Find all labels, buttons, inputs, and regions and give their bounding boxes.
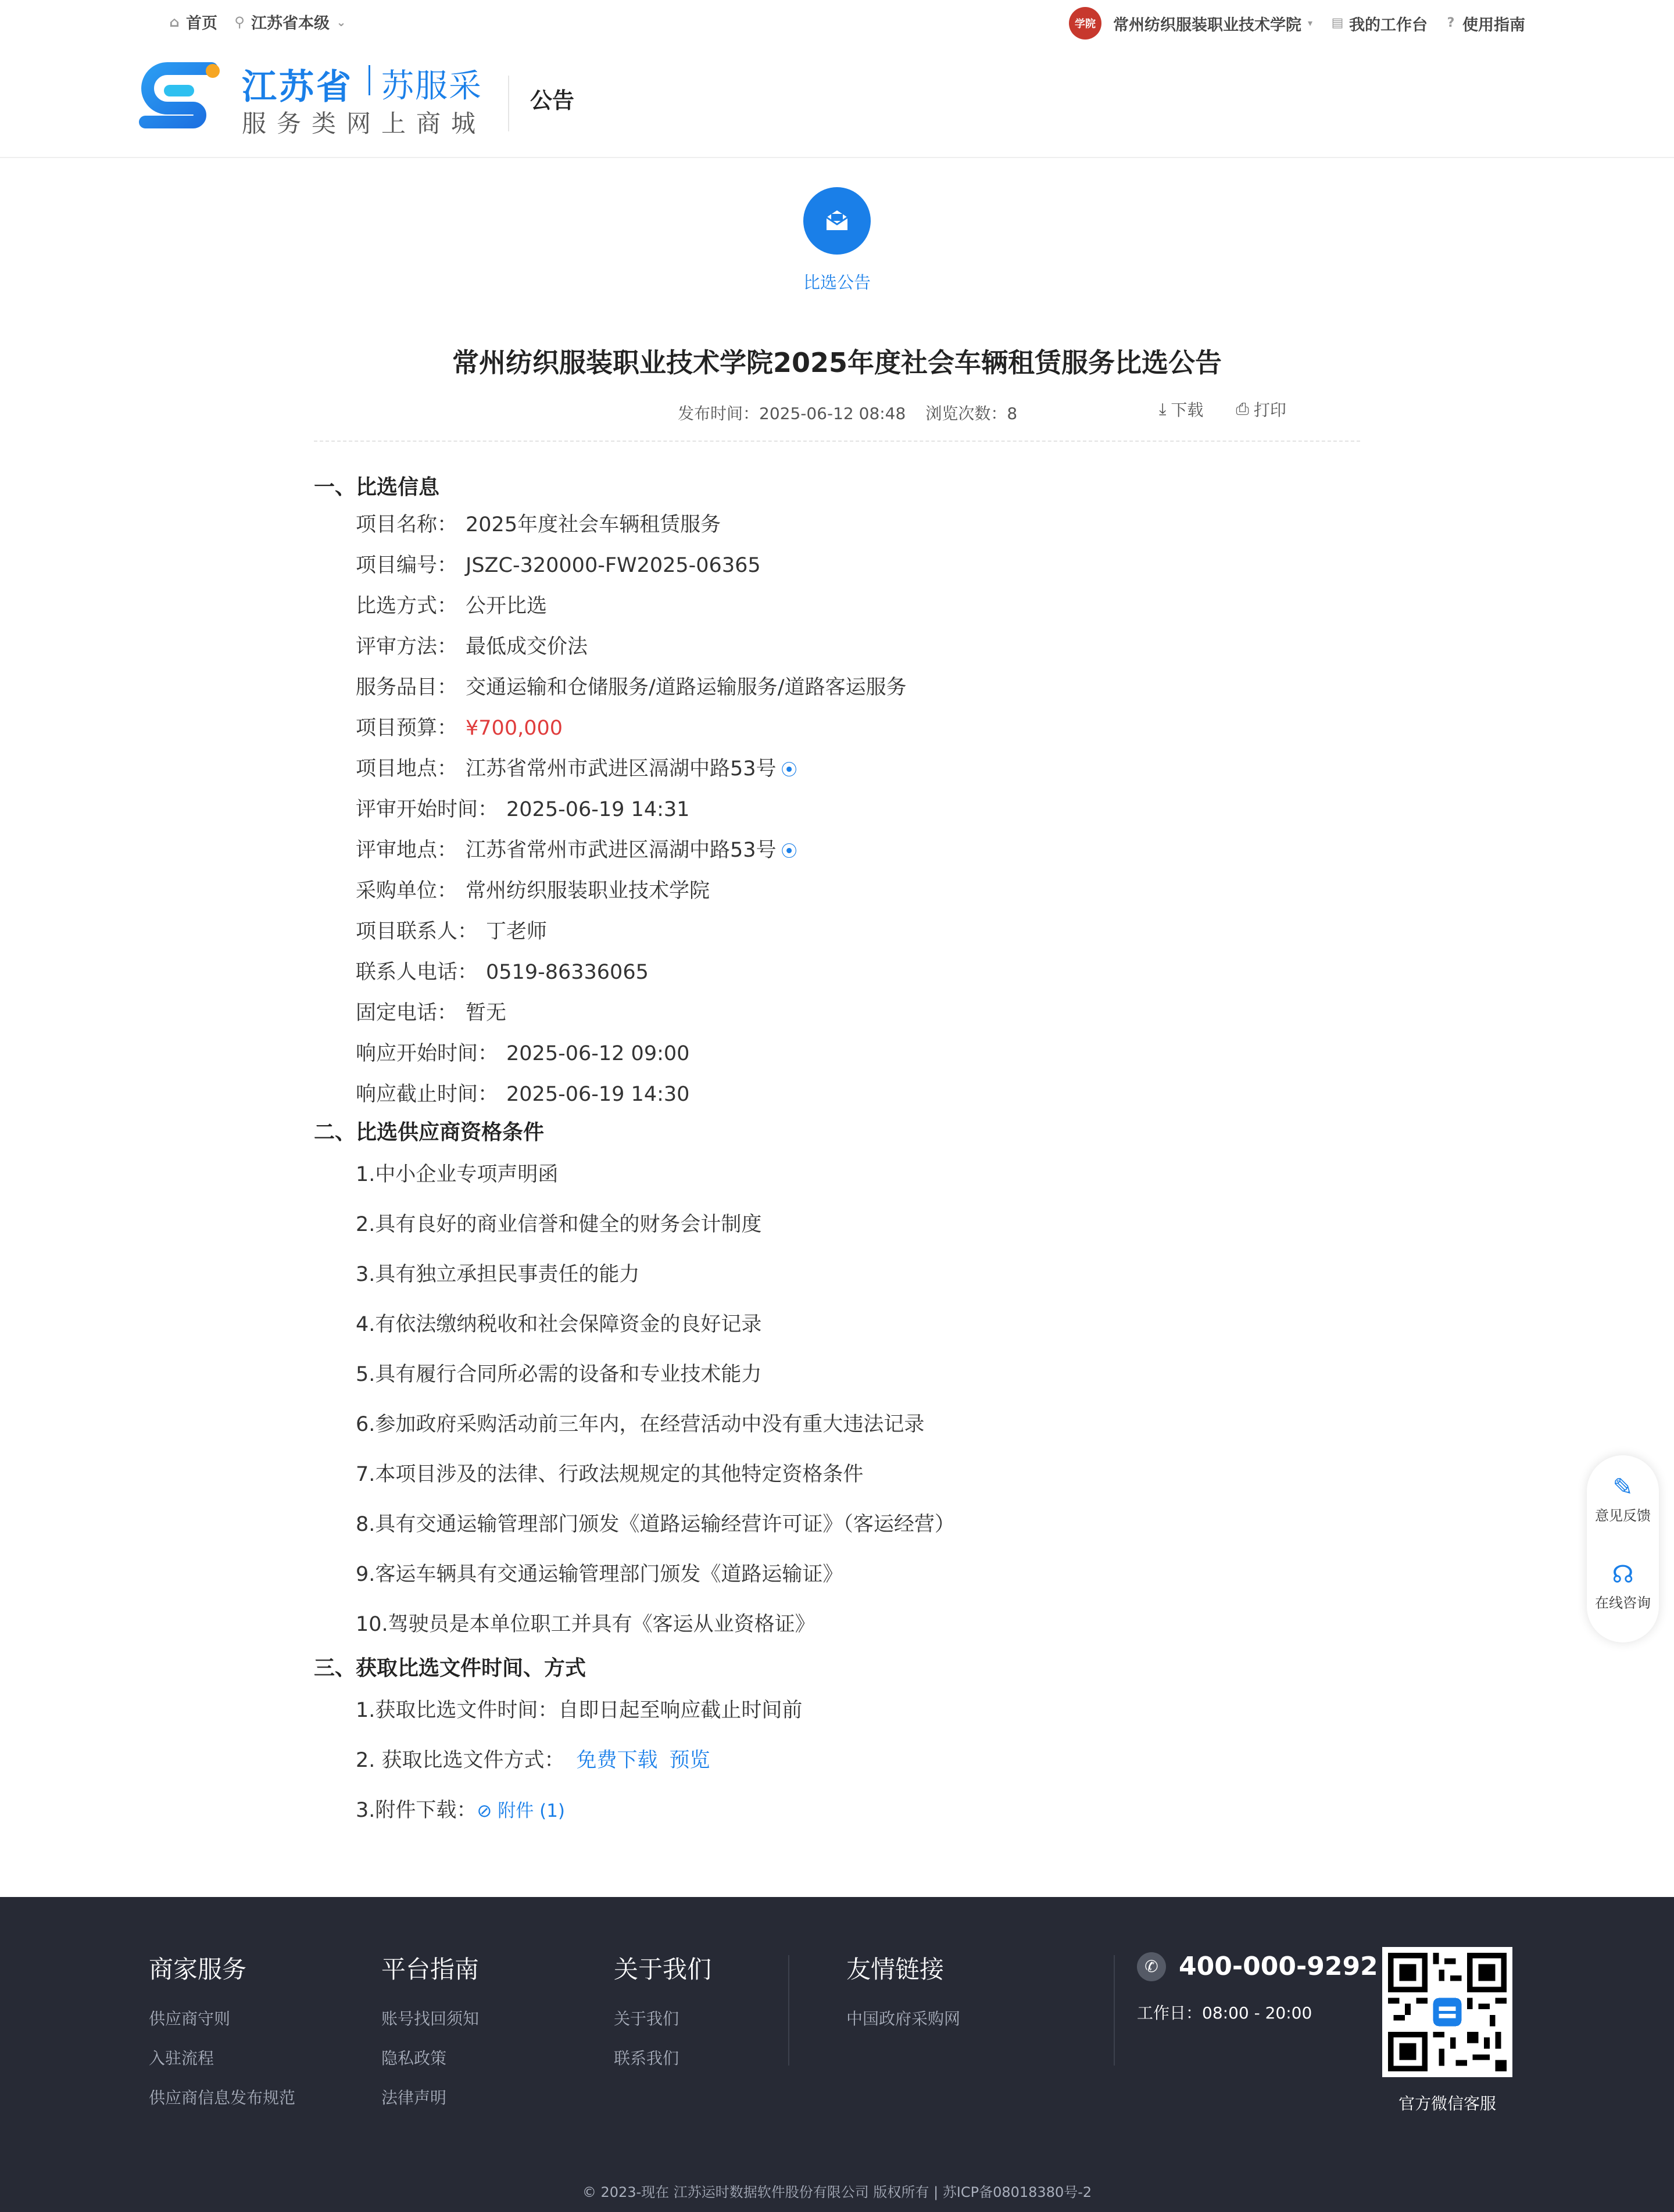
page-title: 常州纺织服装职业技术学院2025年度社会车辆租赁服务比选公告 — [452, 347, 1222, 378]
consult-button[interactable] — [1587, 1560, 1659, 1612]
header-divider — [508, 76, 509, 131]
info-row: 联系人电话： 0519-86336065 — [356, 961, 649, 984]
info-list — [314, 504, 1360, 1115]
location-icon: ⚲ — [234, 13, 245, 30]
map-pin-icon[interactable]: ⦿ — [781, 760, 797, 779]
edit-icon: ✎ — [1612, 1473, 1633, 1501]
footer-divider — [788, 1955, 789, 2066]
notice-type-label: 比选公告 — [803, 273, 871, 292]
footer-link[interactable]: 账号找回须知 — [381, 2009, 480, 2028]
footer-link[interactable]: 联系我们 — [614, 2049, 679, 2068]
info-value: 常州纺织服装职业技术学院 — [466, 879, 710, 903]
copyright: © 2023-现在 江苏运时数据软件股份有限公司 版权所有 | 苏ICP备08018380号-2 — [582, 2184, 1092, 2200]
info-row: 评审地点： 江苏省常州市武进区滆湖中路53号 ⦿ — [356, 839, 797, 862]
footer-link[interactable]: 供应商信息发布规范 — [149, 2088, 296, 2107]
mail-icon — [823, 207, 851, 235]
info-row: 项目联系人： 丁老师 — [356, 920, 548, 943]
footer-link[interactable]: 关于我们 — [614, 2009, 679, 2028]
free-download-link[interactable]: 免费下载 — [576, 1749, 658, 1772]
info-value: 交通运输和仓储服务/道路运输服务/道路客运服务 — [466, 676, 907, 699]
footer-col-title: 关于我们 — [614, 1955, 712, 1984]
print-icon: ⎙ — [1236, 399, 1249, 418]
footer-col-title: 友情链接 — [846, 1955, 945, 1984]
region-selector[interactable] — [233, 10, 348, 33]
feedback-label: 意见反馈 — [1595, 1508, 1651, 1524]
info-value: 2025-06-19 14:30 — [506, 1083, 690, 1106]
info-value: 公开比选 — [466, 595, 548, 618]
footer-col-links — [846, 1950, 960, 2046]
attach-label: 3.附件下载： — [356, 1799, 477, 1822]
info-row: 项目编号： JSZC-320000-FW2025-06365 — [356, 554, 761, 577]
list-item: 1.中小企业专项声明函 — [356, 1163, 559, 1186]
footer-col-guide — [381, 1950, 479, 2125]
brand-subtitle: 服务类网上商城 — [242, 109, 487, 138]
list-item: 3.具有独立承担民事责任的能力 — [356, 1263, 640, 1286]
footer-link[interactable]: 中国政府采购网 — [846, 2009, 961, 2028]
info-value: 丁老师 — [486, 920, 548, 943]
info-row: 项目预算： ¥700,000 — [356, 717, 563, 740]
footer-divider — [1114, 1955, 1115, 2066]
notice-meta — [678, 401, 1017, 424]
footer-link[interactable]: 入驻流程 — [149, 2049, 214, 2068]
print-label: 打印 — [1253, 400, 1286, 420]
avatar: 学院 — [1069, 7, 1101, 40]
help-icon: ? — [1447, 16, 1455, 30]
site-header — [0, 44, 1674, 158]
wechat-qr-code — [1382, 1947, 1512, 2077]
info-value: 2025年度社会车辆租赁服务 — [466, 513, 721, 536]
hotline-number: 400-000-9292 — [1179, 1952, 1378, 1981]
info-row: 服务品目： 交通运输和仓储服务/道路运输服务/道路客运服务 — [356, 676, 907, 699]
list-item: 6.参加政府采购活动前三年内，在经营活动中没有重大违法记录 — [356, 1413, 925, 1436]
account-menu[interactable] — [1069, 7, 1314, 40]
headset-icon: ☊ — [1612, 1560, 1634, 1588]
info-value: 最低成交价法 — [466, 635, 588, 658]
info-row: 评审方法： 最低成交价法 — [356, 635, 588, 658]
info-row: 评审开始时间： 2025-06-19 14:31 — [356, 798, 690, 821]
account-name: 常州纺织服装职业技术学院 — [1113, 16, 1301, 34]
budget-value: ¥700,000 — [466, 717, 563, 740]
list-item: 10.驾驶员是本单位职工并具有《客运从业资格证》 — [356, 1613, 815, 1636]
section-title: 二、比选供应商资格条件 — [314, 1121, 545, 1144]
info-row: 比选方式： 公开比选 — [356, 595, 548, 618]
footer-link[interactable]: 供应商守则 — [149, 2009, 231, 2028]
method-label: 2. 获取比选文件方式： — [356, 1749, 565, 1772]
footer-col-title: 平台指南 — [381, 1955, 480, 1984]
hotline — [1137, 1952, 1378, 1981]
phone-icon: ✆ — [1137, 1952, 1166, 1981]
info-value: 江苏省常州市武进区滆湖中路53号 — [466, 839, 777, 862]
list-item: 4.有依法缴纳税收和社会保障资金的良好记录 — [356, 1313, 762, 1336]
consult-label: 在线咨询 — [1595, 1595, 1651, 1611]
info-row: 固定电话： 暂无 — [356, 1001, 507, 1025]
list-item: 1.获取比选文件时间：自即日起至响应截止时间前 — [356, 1699, 803, 1722]
chevron-down-icon: ⌄ — [336, 15, 346, 29]
info-row: 项目名称： 2025年度社会车辆租赁服务 — [356, 513, 721, 536]
preview-link[interactable]: 预览 — [669, 1749, 710, 1772]
workbench-icon: ▤ — [1331, 16, 1344, 30]
info-row: 响应开始时间： 2025-06-12 09:00 — [356, 1042, 690, 1065]
feedback-button[interactable] — [1587, 1473, 1659, 1524]
page-section-title: 公告 — [530, 88, 575, 113]
publish-time: 发布时间：2025-06-12 08:48 — [678, 404, 906, 423]
info-row: 响应截止时间： 2025-06-19 14:30 — [356, 1083, 690, 1106]
attachment-link[interactable]: ⊘ 附件 (1) — [477, 1801, 566, 1821]
region-label: 江苏省本级 — [251, 15, 330, 33]
working-hours: 工作日：08:00 - 20:00 — [1137, 2003, 1312, 2023]
title-divider — [314, 441, 1360, 442]
info-row: 项目地点： 江苏省常州市武进区滆湖中路53号 ⦿ — [356, 757, 797, 781]
site-footer — [0, 1897, 1674, 2212]
list-item: 2.具有良好的商业信誉和健全的财务会计制度 — [356, 1213, 762, 1236]
logo-icon[interactable] — [137, 60, 223, 136]
footer-link[interactable]: 法律声明 — [381, 2088, 447, 2107]
brand-name: 苏服采 — [381, 67, 482, 105]
paperclip-icon: ⊘ — [477, 1801, 492, 1821]
list-item: 7.本项目涉及的法律、行政法规规定的其他特定资格条件 — [356, 1463, 864, 1486]
home-icon: ⌂ — [169, 13, 180, 30]
footer-link[interactable]: 隐私政策 — [381, 2049, 447, 2068]
info-row: 采购单位： 常州纺织服装职业技术学院 — [356, 879, 710, 903]
download-icon: ⤓ — [1159, 399, 1167, 418]
info-value: 0519-86336065 — [486, 961, 649, 984]
home-link[interactable] — [167, 10, 217, 33]
info-value: 2025-06-12 09:00 — [506, 1042, 690, 1065]
info-value: JSZC-320000-FW2025-06365 — [466, 554, 761, 577]
list-item: 8.具有交通运输管理部门颁发《道路运输经营许可证》（客运经营） — [356, 1513, 955, 1536]
list-item — [314, 1785, 1360, 1835]
list-item — [314, 1735, 1360, 1785]
info-value: 2025-06-19 14:31 — [506, 798, 690, 821]
guide-link[interactable] — [1444, 12, 1525, 35]
guide-label: 使用指南 — [1462, 16, 1525, 34]
notice-content — [314, 471, 1360, 1835]
info-value: 江苏省常州市武进区滆湖中路53号 — [466, 757, 777, 781]
footer-col-title: 商家服务 — [149, 1955, 247, 1984]
file-access-list — [314, 1685, 1360, 1835]
info-value: 暂无 — [466, 1001, 507, 1025]
list-item: 9.客运车辆具有交通运输管理部门颁发《道路运输证》 — [356, 1563, 843, 1586]
brand-divider — [369, 65, 370, 95]
workbench-label: 我的工作台 — [1349, 16, 1428, 34]
print-button[interactable] — [1236, 398, 1286, 421]
footer-col-merchant — [149, 1950, 295, 2125]
download-label: 下载 — [1171, 400, 1204, 420]
qr-label: 官方微信客服 — [1398, 2094, 1496, 2113]
home-label: 首页 — [186, 15, 217, 33]
list-item: 5.具有履行合同所必需的设备和专业技术能力 — [356, 1363, 762, 1386]
map-pin-icon[interactable]: ⦿ — [781, 842, 797, 861]
brand-province: 江苏省 — [242, 67, 353, 108]
download-button[interactable] — [1159, 398, 1203, 421]
notice-type-icon — [803, 187, 871, 255]
section-title: 三、获取比选文件时间、方式 — [314, 1656, 586, 1680]
notice-actions — [1159, 398, 1286, 421]
top-bar — [0, 0, 1674, 44]
section-title: 一、比选信息 — [314, 475, 440, 499]
qr-code-icon — [1388, 1953, 1507, 2071]
side-widget — [1587, 1455, 1659, 1642]
caret-down-icon: ▾ — [1307, 17, 1313, 28]
footer-col-about — [614, 1950, 711, 2085]
view-count: 浏览次数：8 — [925, 404, 1018, 423]
requirement-list — [314, 1150, 1360, 1649]
workbench-link[interactable] — [1330, 12, 1428, 35]
